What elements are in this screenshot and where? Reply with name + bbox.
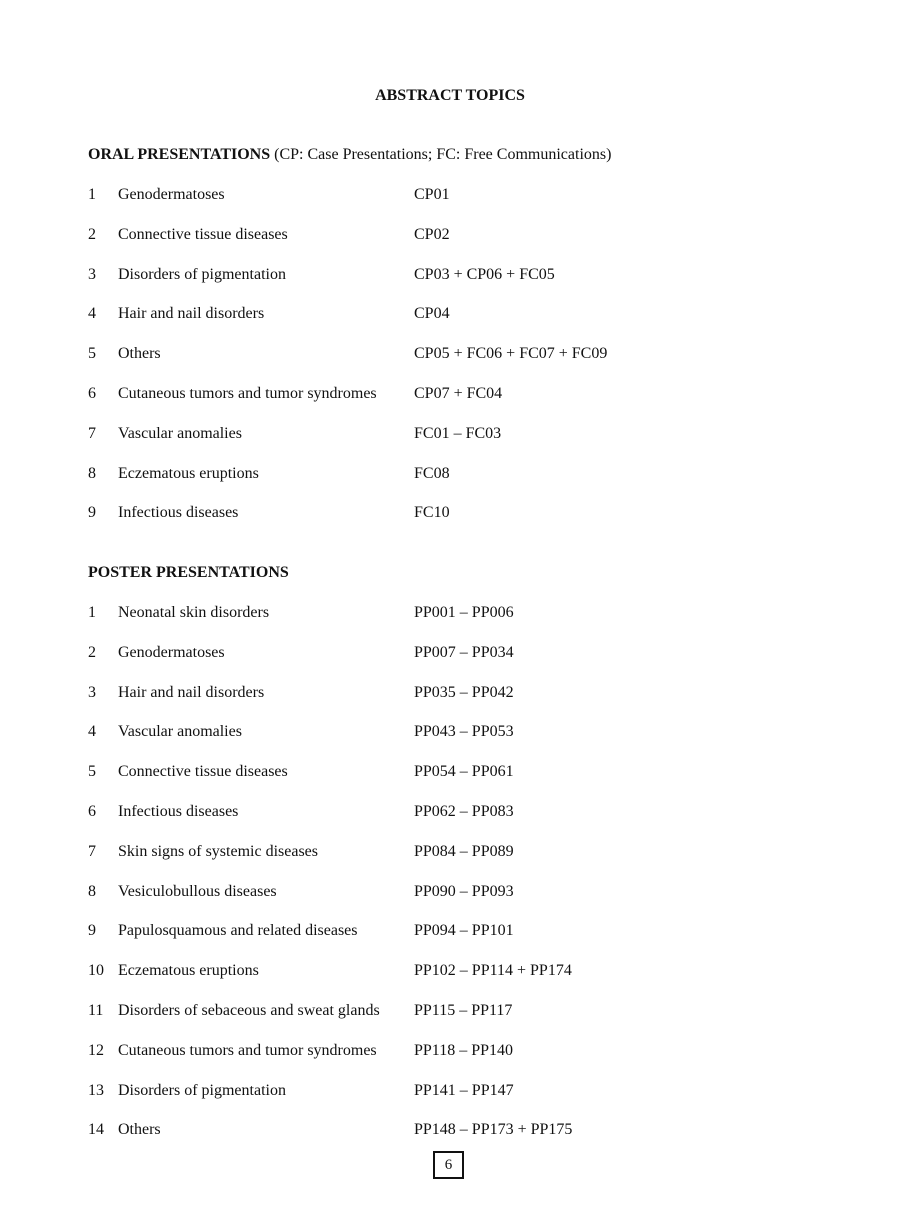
item-number: 9	[88, 922, 96, 940]
item-topic: Hair and nail disorders	[118, 683, 265, 701]
page-number: 6	[433, 1151, 464, 1179]
list-item	[88, 1001, 788, 1041]
list-item	[88, 1081, 788, 1121]
item-number: 3	[88, 265, 96, 283]
list-item	[88, 722, 788, 762]
item-number: 3	[88, 683, 96, 701]
list-item	[88, 842, 788, 882]
item-number: 7	[88, 424, 96, 442]
list-item	[88, 683, 788, 723]
item-topic: Disorders of sebaceous and sweat glands	[118, 1001, 380, 1019]
item-topic: Vascular anomalies	[118, 723, 242, 741]
item-number: 5	[88, 345, 96, 363]
list-item	[88, 185, 788, 225]
list-item	[88, 344, 788, 384]
list-item	[88, 464, 788, 504]
item-code: CP03 + CP06 + FC05	[414, 265, 555, 283]
list-item	[88, 384, 788, 424]
item-code: PP054 – PP061	[414, 763, 514, 781]
item-topic: Genodermatoses	[118, 643, 225, 661]
list-item	[88, 762, 788, 802]
list-item	[88, 424, 788, 464]
oral-heading-note: (CP: Case Presentations; FC: Free Communications)	[270, 146, 612, 163]
item-topic: Neonatal skin disorders	[118, 604, 270, 621]
item-topic: Cutaneous tumors and tumor syndromes	[118, 1041, 377, 1059]
item-topic: Skin signs of systemic diseases	[118, 842, 318, 860]
list-item	[88, 882, 788, 922]
item-code: CP04	[414, 305, 450, 323]
item-topic: Infectious diseases	[118, 504, 239, 522]
poster-heading-label: POSTER PRESENTATIONS	[88, 564, 289, 581]
item-code: PP062 – PP083	[414, 802, 514, 820]
item-topic: Papulosquamous and related diseases	[118, 922, 358, 940]
page-title: ABSTRACT TOPICS	[375, 87, 525, 104]
item-topic: Disorders of pigmentation	[118, 1081, 286, 1099]
item-number: 8	[88, 464, 96, 482]
item-number: 6	[88, 384, 96, 402]
item-code: PP084 – PP089	[414, 842, 514, 860]
item-code: CP07 + FC04	[414, 384, 503, 402]
item-code: PP043 – PP053	[414, 723, 514, 741]
item-code: FC01 – FC03	[414, 424, 502, 442]
item-code: PP001 – PP006	[414, 604, 514, 621]
item-code: PP007 – PP034	[414, 643, 514, 661]
list-item	[88, 503, 788, 543]
item-number: 5	[88, 763, 96, 781]
list-item	[88, 643, 788, 683]
item-topic: Vesiculobullous diseases	[118, 882, 277, 900]
item-topic: Vascular anomalies	[118, 424, 242, 442]
item-code: PP102 – PP114 + PP174	[414, 962, 572, 980]
item-topic: Genodermatoses	[118, 186, 225, 203]
item-number: 12	[88, 1041, 104, 1059]
item-code: PP148 – PP173 + PP175	[414, 1121, 573, 1139]
list-item	[88, 802, 788, 842]
list-item	[88, 304, 788, 344]
item-number: 4	[88, 723, 96, 741]
item-number: 1	[88, 604, 96, 621]
item-code: CP01	[414, 186, 450, 203]
item-code: FC10	[414, 504, 450, 522]
oral-heading-label: ORAL PRESENTATIONS	[88, 146, 271, 163]
list-item	[88, 961, 788, 1001]
item-number: 7	[88, 842, 96, 860]
item-topic: Others	[118, 1121, 161, 1139]
item-number: 6	[88, 802, 96, 820]
item-number: 10	[88, 962, 104, 980]
poster-topics-list	[88, 603, 788, 1160]
item-code: PP141 – PP147	[414, 1081, 514, 1099]
oral-presentations-heading	[88, 145, 611, 165]
item-number: 2	[88, 225, 96, 243]
item-topic: Others	[118, 345, 161, 363]
item-number: 13	[88, 1081, 104, 1099]
list-item	[88, 225, 788, 265]
item-topic: Eczematous eruptions	[118, 464, 259, 482]
item-topic: Cutaneous tumors and tumor syndromes	[118, 384, 377, 402]
list-item	[88, 921, 788, 961]
item-code: CP05 + FC06 + FC07 + FC09	[414, 345, 608, 363]
list-item	[88, 603, 788, 643]
item-number: 9	[88, 504, 96, 522]
item-code: PP118 – PP140	[414, 1041, 513, 1059]
item-code: FC08	[414, 464, 450, 482]
oral-topics-list	[88, 185, 788, 543]
item-code: PP090 – PP093	[414, 882, 514, 900]
item-number: 11	[88, 1001, 104, 1019]
item-topic: Connective tissue diseases	[118, 763, 288, 781]
item-topic: Hair and nail disorders	[118, 305, 265, 323]
item-number: 8	[88, 882, 96, 900]
item-code: CP02	[414, 225, 450, 243]
poster-presentations-heading	[88, 563, 289, 583]
item-topic: Infectious diseases	[118, 802, 239, 820]
item-code: PP094 – PP101	[414, 922, 514, 940]
item-topic: Connective tissue diseases	[118, 225, 288, 243]
item-topic: Disorders of pigmentation	[118, 265, 286, 283]
item-number: 2	[88, 643, 96, 661]
list-item	[88, 1041, 788, 1081]
item-number: 4	[88, 305, 96, 323]
list-item	[88, 265, 788, 305]
item-number: 1	[88, 186, 96, 203]
item-topic: Eczematous eruptions	[118, 962, 259, 980]
item-number: 14	[88, 1121, 104, 1139]
item-code: PP115 – PP117	[414, 1001, 513, 1019]
item-code: PP035 – PP042	[414, 683, 514, 701]
